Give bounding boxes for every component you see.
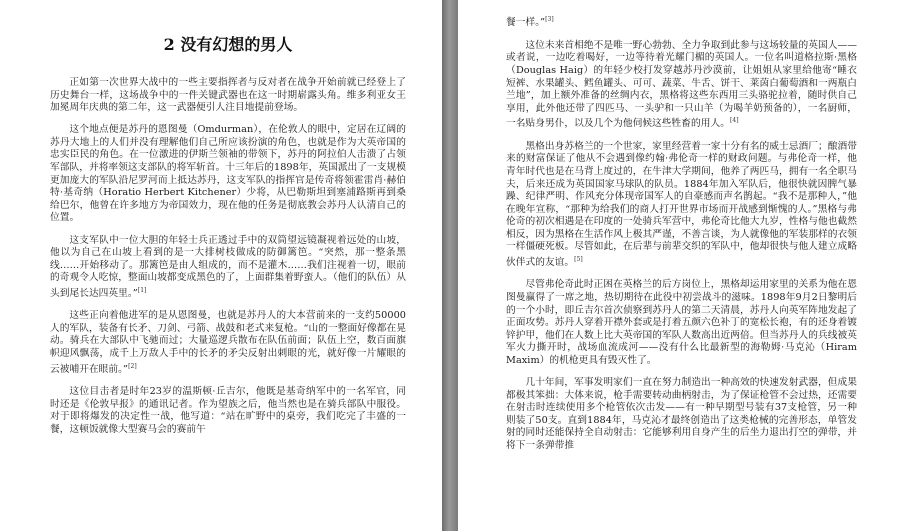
paragraph-text: 这支军队中一位大胆的年轻士兵正透过手中的双筒望远镜凝视着远处的山坡，他以为自己在山坡上看到的是一大排树枝做成的防御篱笆。“突然，那一整条黑线……开始移动了。那篱笆是由人组成的，而不是灌木……我们注视着一切，眼前的奇观令人吃惊，整面山坡都变成黑色的了，上面群集着野蛮人。（他们的队伍）从头到尾长达四英里。” <box>50 234 406 300</box>
continued-paragraph <box>506 14 857 30</box>
paragraph <box>506 377 857 453</box>
chapter-title: 2 没有幻想的男人 <box>163 35 293 54</box>
footnote-ref: [2] <box>128 362 137 370</box>
paragraph-text: 正如第一次世界大战中的一些主要指挥者与反对者在战争开始前就已经登上了历史舞台一样，这场战争中的一件关键武器也在这一时期崭露头角。维多利亚女王加冕周年庆典的第二年，这一武器便引人注目地提前登场。 <box>50 77 406 114</box>
paragraph-text: 这位目击者是时年23岁的温斯顿·丘吉尔，他既是基奇纳军中的一名军官，同时还是《伦敦早报》的通讯记者。作为望族之后，他当然也是在骑兵部队中服役。对于即将爆发的决定性一战，他写道：“站在旷野中的桌旁，我们吃完了丰盛的一餐，这顿饭就像大型赛马会的赛前午 <box>50 385 406 435</box>
right-page <box>458 0 899 531</box>
paragraph <box>506 279 857 367</box>
paragraph <box>50 235 406 301</box>
footnote-ref: [1] <box>137 286 147 294</box>
paragraph <box>50 77 406 115</box>
page-gutter <box>442 0 458 531</box>
paragraph <box>50 124 406 225</box>
paragraph-text: 尽管弗伦奇此时正困在英格兰的后方岗位上，黑格却运用家里的关系为他在恩图曼赢得了一席之地，热切期待在此役中初尝战斗的滋味。1898年9月2日黎明后的一个小时，即丘吉尔首次侦察到苏丹人的第二天清晨，苏丹人向英军阵地发起了正面攻势。苏丹人穿着开襟外套或是打着五颜六色补丁的宽松长袍，有的还身着镀锌护甲，他们在人数上比大英帝国的军队人数高出近两倍。但当苏丹人的兵线被英军火力撕开时，战场血流成河——没有什么比最新型的海勒姆·马克沁（Hiram Maxim）的机枪更具有毁灭性了。 <box>506 279 857 366</box>
paragraph <box>506 40 857 131</box>
paragraph <box>50 310 406 376</box>
paragraph-text: 这个地点便是苏丹的恩图曼（Omdurman），在伦敦人的眼中，定居在辽阔的苏丹大地上的人们并没有理解他们自己所应该扮演的角色，也就是作为大英帝国的忠实臣民的角色。在一位激进的伊斯兰领袖的带领下，苏丹的阿拉伯人击溃了占领军部队，并将率领这支部队的将军斩首。十三年后的1898年，英国派出了一支规模更加庞大的军队沿尼罗河而上抵达苏丹，这支军队的指挥官是传奇将领霍雷肖·赫伯特·基奇纳（Horatio Herbert Kitchener）少将，从巴勒斯坦到塞浦路斯再到桑给巴尔，他曾在许多地方为帝国效力，现在他的任务是彻底教会苏丹人认清自己的位置。 <box>50 124 406 224</box>
right-paragraphs <box>506 40 857 453</box>
continued-text: 餐一样。” <box>506 17 546 29</box>
footnote-ref: [3] <box>545 16 554 23</box>
paragraph-text: 几十年间，军事发明家们一直在努力制造出一种高效的快速发射武器，但成果都极其笨拙：大体来说，枪手需要转动曲柄射击，为了保证枪管不会过热，还需要在射击时连续使用多个枪管依次击发——有一种早期型号装有37支枪管，另一种则装了50支。直到1884年，马克沁才最终创造出了这类枪械的完善形态，单管发射的同时还能保持全自动射击：它能够利用自身产生的后坐力退出打空的弹带，并将下一条弹带推 <box>506 377 857 452</box>
footnote-ref: [4] <box>729 117 739 125</box>
footnote-ref: [5] <box>574 256 583 264</box>
paragraph-text: 这些正向着他进军的是从恩图曼，也就是苏丹人的大本营前来的一支约50000人的军队，装备有长矛、刀剑、弓箭、战鼓和老式来复枪。“山的一整面好像都在晃动。骑兵在大部队中飞驰而过；大量巡逻兵散布在队伍前面；队伍上空，数百面旗帜迎风飘荡，成千上万敌人手中的长矛的矛尖反射出刺眼的光，就好像一片耀眼的云被哺开在眼前。” <box>50 310 406 375</box>
paragraph-text: 黑格出身苏格兰的一个世家，家里经营着一家十分有名的威士忌酒厂；酿酒带来的财富保证了他从不会遇到像约翰·弗伦奇一样的财政问题。与弗伦奇一样，他青年时代也是在马背上度过的，在牛津大学期间，他养了两匹马，拥有一名全职马夫，后来还成为英国国家马球队的队员。1884年加入军队后，他很快就因脾气暴躁、纪律严明、作风充分体现帝国军人的自豪感而声名鹊起。“我不是那种人，”他在晚年宣称，“那种为给我们的商人打开世界市场而开战感到惭愧的人。”黑格与弗伦奇的初次相遇是在印度的一处骑兵军营中，弗伦奇比他大九岁，性格与他也截然相反，因为黑格在生活作风上极其严谨，不善言谈，为人就像他的军装那样的衣领一样僵硬死板。尽管如此，在后辈与前辈交织的军队中，他却很快与他人建立成略伙伴式的友谊。 <box>506 140 857 269</box>
paragraph <box>50 386 406 436</box>
paragraph <box>506 141 857 270</box>
paragraph-text: 这位未来首相绝不是唯一野心勃勃、全力争取到此参与这场较量的英国人——或者说，一边吃着喝好，一边等待着光耀门楣的英国人。一位名叫道格拉斯·黑格（Douglas Haig）的年轻少校打发穿越苏丹沙漠前，让姐姐从家里给他寄“睡衣短裤、水果罐头、鳕鱼罐头、可可、蔬菜、牛舌、饼干、莱茵白葡萄酒和一两瓶白兰地”，加上额外准备的丝绸内衣，黑格将这些东西用三头骆驼拉着，随时供自己享用，此外他还带了四匹马、一头驴和一只山羊（为喝羊奶预备的），一名厨师，一名贴身男仆，以及几个为他伺候这些牲畜的用人。 <box>506 39 857 130</box>
left-page <box>0 0 442 531</box>
left-paragraphs <box>50 77 406 436</box>
